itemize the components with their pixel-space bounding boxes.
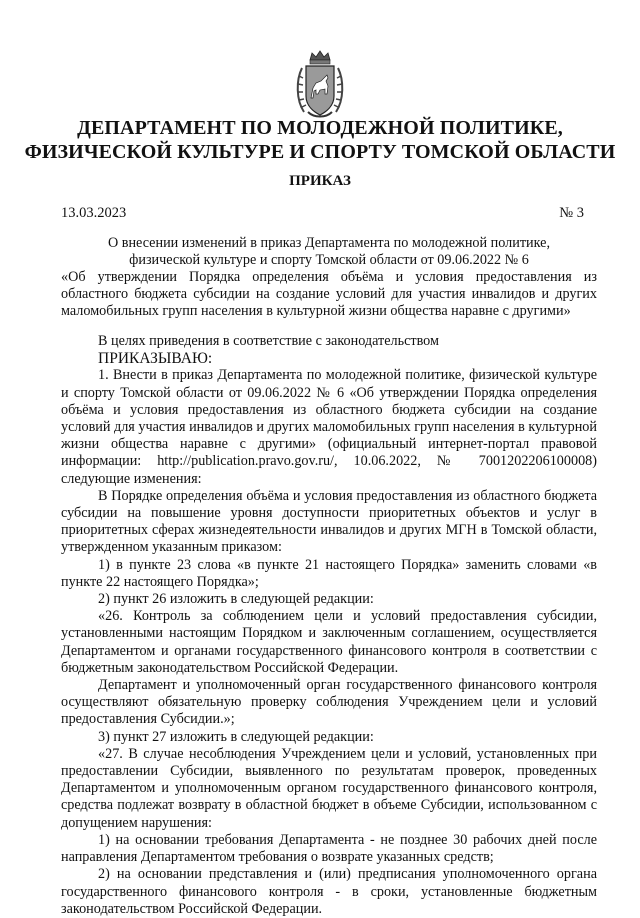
paragraph-3: 1) в пункте 23 слова «в пункте 21 настоящего Порядка» заменить словами «в пункте 22 настоящего Порядка»;: [61, 556, 597, 590]
paragraph-4: 2) пункт 26 изложить в следующей редакции:: [98, 591, 374, 608]
paragraph-2: В Порядке определения объёма и условия предоставления из областного бюджета субсидии на повышение уровня доступности приоритетных объектов и услуг в приоритетных сферах жизнедеятельности инвалидов и других МГН в Томской области, утвержденном указанным приказом:: [61, 487, 597, 556]
paragraph-10: 2) на основании представления и (или) предписания уполномоченного органа государственного финансового контроля - в сроки, установленные бюджетным законодательством Российской Федерации.: [61, 866, 597, 917]
paragraph-5: «26. Контроль за соблюдением цели и условий предоставления субсидии, установленными настоящим Порядком и заключенным соглашением, осуществляется Департаментом и органами государственного финансового контроля в соответствии с бюджетным законодательством Российской Федерации.: [61, 608, 597, 676]
intro-paragraph: В целях приведения в соответствие с законодательством: [98, 333, 439, 349]
paragraph-1: 1. Внести в приказ Департамента по молодежной политике, физической культуре и спорту Томской области от 09.06.2022 № 6 «Об утверждении Порядка определения объёма и условия предоставления из областного бюджета субсидии на создание условий для участия инвалидов и других маломобильных групп населения в культурной жизни общества наравне с другими» (официальный интернет-портал правовой информации: http://publication.pravo.gov.ru/, 10.06.2022, № 7001202206100008) следующие изменения:: [61, 367, 597, 487]
document-body: [61, 333, 597, 918]
subject-line-2: физической культуре и спорту Томской области от 09.06.2022 № 6: [129, 252, 529, 268]
document-number: № 3: [559, 205, 584, 221]
order-word: ПРИКАЗЫВАЮ:: [98, 350, 213, 368]
paragraph-7: 3) пункт 27 изложить в следующей редакции:: [98, 728, 374, 745]
document-subject: [61, 235, 597, 320]
paragraph-9: 1) на основании требования Департамента - не позднее 30 рабочих дней после направления Департаментом требования о возврате указанных средств;: [61, 831, 597, 866]
document-date: 13.03.2023: [61, 205, 127, 221]
organization-name-line-1: ДЕПАРТАМЕНТ ПО МОЛОДЕЖНОЙ ПОЛИТИКЕ,: [77, 117, 563, 139]
coat-of-arms-icon: [294, 50, 346, 120]
paragraph-8: «27. В случае несоблюдения Учреждением цели и условий, установленных при предоставлении Субсидии, выявленного по результатам проверок, проведенных Департаментом и уполномоченным органом государственного финансового контроля, средства подлежат возврату в областной бюджет в объеме Субсидии, использованном с допущением нарушения:: [61, 745, 597, 831]
subject-line-3: «Об утверждении Порядка определения объёма и условия предоставления из областного бюджета субсидии на создание условий для участия инвалидов и других маломобильных групп населения в культурной жизни общества наравне с другими»: [61, 269, 597, 319]
organization-name-line-2: ФИЗИЧЕСКОЙ КУЛЬТУРЕ И СПОРТУ ТОМСКОЙ ОБЛАСТИ: [24, 141, 616, 163]
document-type-title: ПРИКАЗ: [289, 173, 351, 189]
paragraph-6: Департамент и уполномоченный орган государственного финансового контроля осуществляют обязательную проверку соблюдения Учреждением цели и условий предоставления Субсидии.»;: [61, 677, 597, 728]
subject-line-1: О внесении изменений в приказ Департамента по молодежной политике,: [107, 235, 551, 251]
coat-of-arms-emblem: [294, 50, 346, 120]
